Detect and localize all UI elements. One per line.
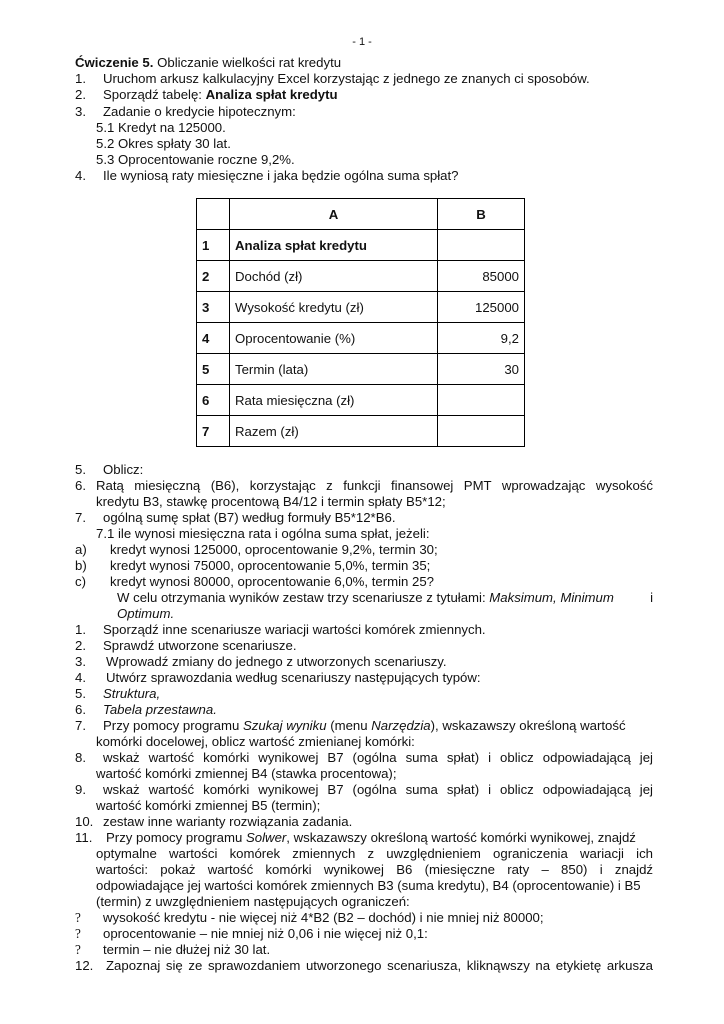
step-number: 2. xyxy=(75,87,86,102)
cell-a: Termin (lata) xyxy=(230,354,438,385)
exercise-title: Ćwiczenie 5. Obliczanie wielkości rat kredytu xyxy=(75,55,342,70)
row-number: 5 xyxy=(197,354,230,385)
bullet-marker: ? xyxy=(75,910,81,925)
step-number: 4. xyxy=(75,168,86,183)
table-row xyxy=(197,323,525,354)
step-text: Sporządź tabelę: Analiza spłat kredytu xyxy=(103,87,338,102)
step-text: Przy pomocy programu Solwer, wskazawszy określoną wartość komórki wynikowej, znajdź xyxy=(106,830,636,845)
list-item: kredyt wynosi 125000, oprocentowanie 9,2%, termin 30; xyxy=(110,542,438,557)
step-text: Utwórz sprawozdania według scenariuszy następujących typów: xyxy=(106,670,481,685)
list-marker: c) xyxy=(75,574,86,589)
step-number: 1. xyxy=(75,71,86,86)
substep: 5.1 Kredyt na 125000. xyxy=(96,120,226,135)
step-number: 2. xyxy=(75,638,86,653)
table-corner-cell xyxy=(197,199,230,230)
step-text: komórki docelowej, oblicz wartość zmienianej komórki: xyxy=(96,734,415,749)
step-text: Uruchom arkusz kalkulacyjny Excel korzystając z jednego ze znanych ci sposobów. xyxy=(103,71,590,86)
list-marker: b) xyxy=(75,558,87,573)
cell-a: Analiza spłat kredytu xyxy=(230,230,438,261)
step-text: wartość komórki zmiennej B5 (termin); xyxy=(96,798,321,813)
row-number: 1 xyxy=(197,230,230,261)
table-row xyxy=(197,261,525,292)
step-number: 8. xyxy=(75,750,86,765)
cell-b: 30 xyxy=(438,354,525,385)
cell-b: 9,2 xyxy=(438,323,525,354)
table-row xyxy=(197,354,525,385)
list-marker: a) xyxy=(75,542,87,557)
step-number: 7. xyxy=(75,718,86,733)
row-number: 2 xyxy=(197,261,230,292)
list-item: kredyt wynosi 75000, oprocentowanie 5,0%, termin 35; xyxy=(110,558,431,573)
step-number: 6. xyxy=(75,478,86,493)
cell-b xyxy=(438,416,525,447)
table-row xyxy=(197,385,525,416)
step-number: 5. xyxy=(75,686,86,701)
step-text: (termin) z uwzględnieniem następujących ograniczeń: xyxy=(96,894,410,909)
step-text: wartość komórki zmiennej B4 (stawka procentowa); xyxy=(96,766,397,781)
page-number: - 1 - xyxy=(352,36,372,48)
row-number: 7 xyxy=(197,416,230,447)
step-text: zestaw inne warianty rozwiązania zadania. xyxy=(103,814,353,829)
step-number: 4. xyxy=(75,670,86,685)
cell-b: 85000 xyxy=(438,261,525,292)
constraint-item: wysokość kredytu - nie więcej niż 4*B2 (B2 – dochód) i nie mniej niż 80000; xyxy=(103,910,544,925)
step-number: 3. xyxy=(75,654,86,669)
substep: 5.2 Okres spłaty 30 lat. xyxy=(96,136,231,151)
step-text: Tabela przestawna. xyxy=(103,702,217,717)
cell-a: Dochód (zł) xyxy=(230,261,438,292)
step-number: 10. xyxy=(75,814,94,829)
constraint-item: oprocentowanie – nie mniej niż 0,06 i nie więcej niż 0,1: xyxy=(103,926,428,941)
table-header-row xyxy=(197,199,525,230)
column-header-b: B xyxy=(438,199,525,230)
constraint-item: termin – nie dłużej niż 30 lat. xyxy=(103,942,271,957)
step-number: 7. xyxy=(75,510,86,525)
row-number: 6 xyxy=(197,385,230,416)
cell-b: 125000 xyxy=(438,292,525,323)
step-text: wartości: pokaż wartość komórki wynikowej B6 (miesięczne raty – 850) i znajdź xyxy=(96,862,653,877)
step-text: Wprowadź zmiany do jednego z utworzonych scenariuszy. xyxy=(106,654,447,669)
cell-a: Wysokość kredytu (zł) xyxy=(230,292,438,323)
step-number: 6. xyxy=(75,702,86,717)
step-text: Zadanie o kredycie hipotecznym: xyxy=(103,104,296,119)
step-number: 5. xyxy=(75,462,86,477)
step-text: Struktura, xyxy=(103,686,161,701)
scenario-text: W celu otrzymania wyników zestaw trzy scenariusze z tytułami: Maksimum, Minimum i xyxy=(117,590,653,605)
step-text: Zapoznaj się ze sprawozdaniem utworzonego scenariusza, kliknąwszy na etykietę arkusza xyxy=(106,958,653,973)
table-row xyxy=(197,416,525,447)
row-number: 3 xyxy=(197,292,230,323)
step-text: Sprawdź utworzone scenariusze. xyxy=(103,638,297,653)
step-text: Oblicz: xyxy=(103,462,144,477)
bullet-marker: ? xyxy=(75,926,81,941)
cell-a: Razem (zł) xyxy=(230,416,438,447)
step-text: Przy pomocy programu Szukaj wyniku (menu Narzędzia), wskazawszy określoną wartość xyxy=(103,718,626,733)
cell-b xyxy=(438,230,525,261)
scenario-text: Optimum. xyxy=(117,606,175,621)
step-text: wskaż wartość komórki wynikowej B7 (ogólna suma spłat) i oblicz odpowiadającą jej xyxy=(103,782,653,797)
step-text: Sporządź inne scenariusze wariacji wartości komórek zmiennych. xyxy=(103,622,486,637)
step-number: 11. xyxy=(75,830,93,845)
step-text: 7.1 ile wynosi miesięczna rata i ogólna suma spłat, jeżeli: xyxy=(96,526,430,541)
step-text: odpowiadające jej wartości komórek zmiennych B3 (suma kredytu), B4 (oprocentowanie) i B5 xyxy=(96,878,641,893)
step-text: optymalne wartości komórek zmiennych z uwzględnieniem ograniczenia wariacji ich xyxy=(96,846,653,861)
cell-a: Rata miesięczna (zł) xyxy=(230,385,438,416)
list-item: kredyt wynosi 80000, oprocentowanie 6,0%, termin 25? xyxy=(110,574,435,589)
table-row xyxy=(197,292,525,323)
bullet-marker: ? xyxy=(75,942,81,957)
table-row xyxy=(197,230,525,261)
cell-b xyxy=(438,385,525,416)
step-number: 9. xyxy=(75,782,86,797)
step-text: wskaż wartość komórki wynikowej B7 (ogólna suma spłat) i oblicz odpowiadającą jej xyxy=(103,750,653,765)
cell-a: Oprocentowanie (%) xyxy=(230,323,438,354)
row-number: 4 xyxy=(197,323,230,354)
step-text: Ile wyniosą raty miesięczne i jaka będzie ogólna suma spłat? xyxy=(103,168,459,183)
step-number: 12. xyxy=(75,958,94,973)
credit-table xyxy=(196,198,525,447)
step-text: ogólną sumę spłat (B7) według formuły B5*12*B6. xyxy=(103,510,396,525)
column-header-a: A xyxy=(230,199,438,230)
step-text: kredytu B3, stawkę procentową B4/12 i termin spłaty B5*12; xyxy=(96,494,446,509)
step-number: 1. xyxy=(75,622,86,637)
substep: 5.3 Oprocentowanie roczne 9,2%. xyxy=(96,152,295,167)
step-number: 3. xyxy=(75,104,86,119)
step-text: Ratą miesięczną (B6), korzystając z funkcji finansowej PMT wprowadzając wysokość xyxy=(96,478,653,493)
